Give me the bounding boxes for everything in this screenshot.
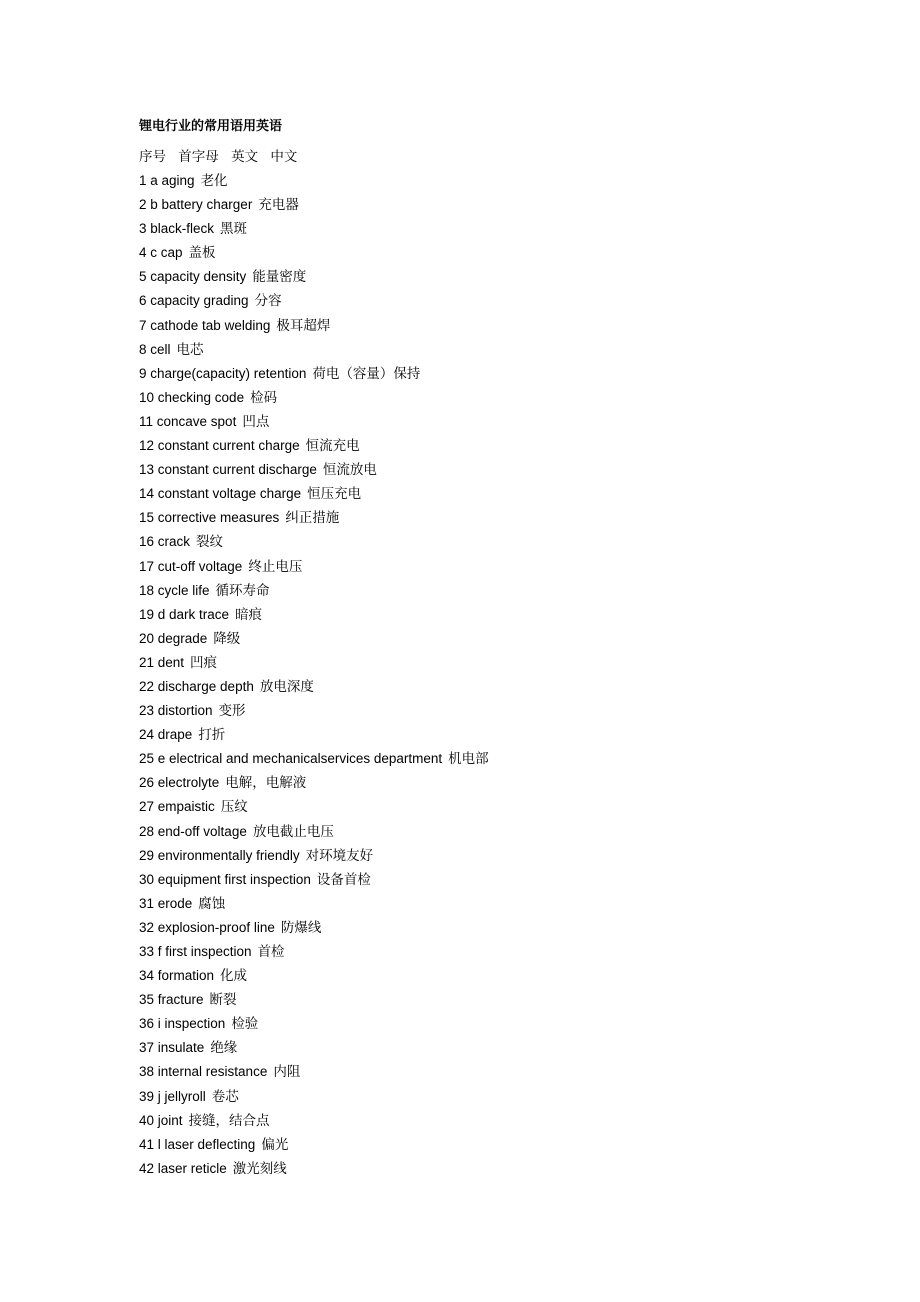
entry-english: 21 dent xyxy=(139,654,185,670)
glossary-entry xyxy=(139,362,879,386)
glossary-entry xyxy=(139,747,879,771)
glossary-entry xyxy=(139,410,879,434)
entry-chinese: 电芯 xyxy=(176,341,204,358)
entry-english: 20 degrade xyxy=(139,630,208,646)
column-header xyxy=(139,145,879,169)
entry-chinese: 防爆线 xyxy=(280,919,322,936)
entry-chinese: 检验 xyxy=(231,1016,259,1033)
entry-english: 36 i inspection xyxy=(139,1016,226,1032)
entry-english: 18 cycle life xyxy=(139,582,210,598)
entry-english: 30 equipment first inspection xyxy=(139,871,311,887)
entry-english: 41 l laser deflecting xyxy=(139,1136,256,1152)
glossary-entry xyxy=(139,1157,879,1181)
glossary-entry xyxy=(139,723,879,747)
entry-chinese: 卷芯 xyxy=(211,1088,239,1105)
entry-english: 26 electrolyte xyxy=(139,775,220,791)
entry-chinese: 内阻 xyxy=(273,1064,301,1081)
glossary-entry xyxy=(139,820,879,844)
glossary-entry xyxy=(139,241,879,265)
entry-chinese: 纠正措施 xyxy=(285,510,340,527)
entry-english: 34 formation xyxy=(139,968,215,984)
glossary-entry xyxy=(139,289,879,313)
entry-chinese: 极耳超焊 xyxy=(276,317,331,334)
entry-english: 4 c cap xyxy=(139,245,183,261)
entry-chinese: 分容 xyxy=(254,293,282,310)
glossary-entry xyxy=(139,868,879,892)
glossary-entry xyxy=(139,193,879,217)
entry-chinese: 放电深度 xyxy=(259,678,314,695)
glossary-entry xyxy=(139,482,879,506)
entry-english: 24 drape xyxy=(139,727,193,743)
entry-chinese: 激光刻线 xyxy=(232,1160,287,1177)
entry-english: 27 empaistic xyxy=(139,799,215,815)
glossary-entry xyxy=(139,627,879,651)
entry-english: 10 checking code xyxy=(139,389,245,405)
entry-chinese: 恒流放电 xyxy=(322,462,377,479)
entry-english: 23 distortion xyxy=(139,703,213,719)
entry-chinese: 恒压充电 xyxy=(307,486,362,503)
entry-english: 16 crack xyxy=(139,534,191,550)
glossary-entry xyxy=(139,988,879,1012)
glossary-entry xyxy=(139,603,879,627)
document-title: 锂电行业的常用语用英语 xyxy=(139,119,283,134)
entry-english: 12 constant current charge xyxy=(139,438,300,454)
entry-chinese: 偏光 xyxy=(261,1136,289,1153)
glossary-entry xyxy=(139,651,879,675)
glossary-entry xyxy=(139,1060,879,1084)
entry-chinese: 压纹 xyxy=(220,799,248,816)
entry-english: 38 internal resistance xyxy=(139,1064,268,1080)
glossary-entry xyxy=(139,169,879,193)
glossary-entry xyxy=(139,1133,879,1157)
entry-english: 28 end-off voltage xyxy=(139,823,247,839)
entry-chinese: 放电截止电压 xyxy=(252,823,334,840)
glossary-entry xyxy=(139,675,879,699)
entry-english: 22 discharge depth xyxy=(139,678,254,694)
entry-chinese: 终止电压 xyxy=(248,558,303,575)
entry-chinese: 凹痕 xyxy=(190,654,218,671)
entry-english: 25 e electrical and mechanicalservices department xyxy=(139,751,443,767)
entry-english: 35 fracture xyxy=(139,992,204,1008)
entry-english: 31 erode xyxy=(139,895,193,911)
glossary-entry xyxy=(139,217,879,241)
glossary-entry xyxy=(139,892,879,916)
glossary-entry xyxy=(139,530,879,554)
entry-english: 7 cathode tab welding xyxy=(139,317,271,333)
entry-english: 2 b battery charger xyxy=(139,197,253,213)
entry-chinese: 充电器 xyxy=(258,197,299,214)
glossary-entry xyxy=(139,771,879,795)
glossary-entry xyxy=(139,386,879,410)
entry-english: 15 corrective measures xyxy=(139,510,280,526)
entry-chinese: 恒流充电 xyxy=(305,438,360,455)
entry-chinese: 裂纹 xyxy=(196,534,224,551)
glossary-entry xyxy=(139,699,879,723)
entry-chinese: 变形 xyxy=(218,703,246,720)
entry-english: 17 cut-off voltage xyxy=(139,558,243,574)
glossary-entry xyxy=(139,844,879,868)
entry-english: 13 constant current discharge xyxy=(139,462,317,478)
entry-chinese: 电解，电解液 xyxy=(225,775,307,792)
entry-english: 39 j jellyroll xyxy=(139,1088,206,1104)
entry-english: 3 black-fleck xyxy=(139,221,215,237)
entry-english: 37 insulate xyxy=(139,1040,205,1056)
glossary-entry xyxy=(139,506,879,530)
entry-chinese: 打折 xyxy=(198,727,226,744)
glossary-entry xyxy=(139,916,879,940)
glossary-entry xyxy=(139,940,879,964)
entry-chinese: 化成 xyxy=(220,968,248,985)
entry-english: 8 cell xyxy=(139,341,171,357)
entry-chinese: 设备首检 xyxy=(316,871,371,888)
entry-chinese: 循环寿命 xyxy=(215,582,270,599)
entry-chinese: 首检 xyxy=(257,944,285,960)
entry-english: 29 environmentally friendly xyxy=(139,847,300,863)
glossary-entry xyxy=(139,458,879,482)
entry-chinese: 老化 xyxy=(200,173,228,189)
glossary-entry xyxy=(139,434,879,458)
entry-english: 42 laser reticle xyxy=(139,1160,227,1176)
glossary-entry xyxy=(139,795,879,819)
glossary-entry xyxy=(139,314,879,338)
entry-english: 11 concave spot xyxy=(139,413,237,429)
entry-chinese: 检码 xyxy=(250,389,278,406)
glossary-entry xyxy=(139,265,879,289)
header-chinese: 中文 xyxy=(270,149,298,165)
entry-english: 33 f first inspection xyxy=(139,944,252,959)
glossary-list xyxy=(139,169,879,1181)
document-page xyxy=(139,117,879,1181)
glossary-entry xyxy=(139,1085,879,1109)
entry-english: 32 explosion-proof line xyxy=(139,919,275,935)
header-english: 英文 xyxy=(231,149,259,165)
glossary-entry xyxy=(139,1012,879,1036)
entry-chinese: 荷电（容量）保持 xyxy=(312,365,421,382)
header-index: 序号 xyxy=(139,149,166,165)
entry-chinese: 腐蚀 xyxy=(198,895,226,912)
entry-chinese: 凹点 xyxy=(242,413,270,430)
entry-english: 5 capacity density xyxy=(139,269,247,285)
entry-english: 19 d dark trace xyxy=(139,606,230,622)
glossary-entry xyxy=(139,1036,879,1060)
entry-chinese: 机电部 xyxy=(448,751,489,768)
glossary-entry xyxy=(139,964,879,988)
entry-chinese: 暗痕 xyxy=(235,606,263,623)
entry-chinese: 盖板 xyxy=(188,245,216,262)
glossary-entry xyxy=(139,579,879,603)
entry-chinese: 接缝，结合点 xyxy=(188,1112,270,1129)
entry-english: 1 a aging xyxy=(139,173,195,188)
entry-chinese: 绝缘 xyxy=(210,1040,238,1057)
entry-english: 40 joint xyxy=(139,1112,183,1128)
entry-chinese: 对环境友好 xyxy=(305,847,374,864)
glossary-entry xyxy=(139,1109,879,1133)
glossary-entry xyxy=(139,555,879,579)
entry-english: 9 charge(capacity) retention xyxy=(139,365,307,381)
header-initial: 首字母 xyxy=(178,149,219,165)
entry-english: 14 constant voltage charge xyxy=(139,486,302,502)
entry-chinese: 黑斑 xyxy=(220,221,248,238)
entry-chinese: 断裂 xyxy=(209,992,237,1009)
entry-chinese: 能量密度 xyxy=(252,269,307,286)
entry-chinese: 降级 xyxy=(213,630,241,647)
entry-english: 6 capacity grading xyxy=(139,293,249,309)
glossary-entry xyxy=(139,338,879,362)
